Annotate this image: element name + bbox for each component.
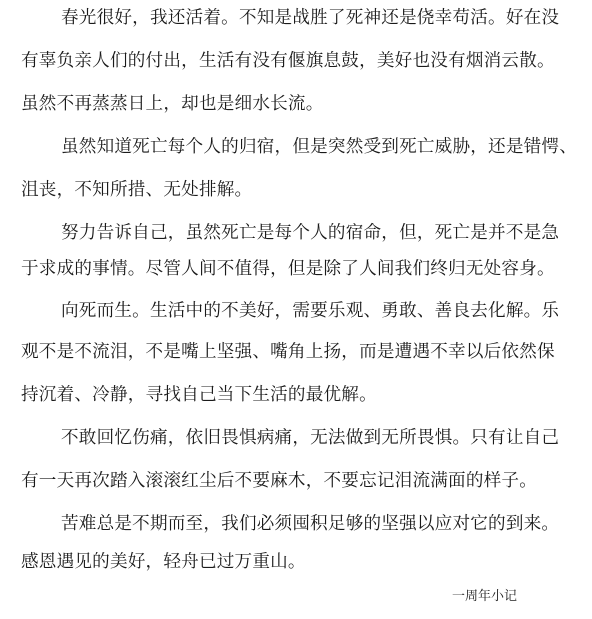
- paragraph-6-line-1: 苦难总是不期而至，我们必须囤积足够的坚强以应对它的到来。: [61, 514, 560, 534]
- paragraph-1-line-2: 有辜负亲人们的付出，生活有没有偃旗息鼓，美好也没有烟消云散。: [21, 51, 555, 71]
- paragraph-3-line-1: 努力告诉自己，虽然死亡是每个人的宿命，但，死亡是并不是急: [61, 223, 560, 243]
- paragraph-4-line-3: 持沉着、冷静，寻找自己当下生活的最优解。: [21, 385, 377, 405]
- paragraph-2-line-2: 沮丧，不知所措、无处排解。: [21, 180, 253, 200]
- signature-note: 一周年小记: [452, 589, 518, 604]
- paragraph-3-line-2: 于求成的事情。尽管人间不值得，但是除了人间我们终归无处容身。: [21, 259, 555, 279]
- paragraph-4-line-1: 向死而生。生活中的不美好，需要乐观、勇敢、善良去化解。乐: [61, 301, 560, 321]
- paragraph-1-line-3: 虽然不再蒸蒸日上，却也是细水长流。: [21, 94, 324, 114]
- paragraph-5-line-2: 有一天再次踏入滚滚红尘后不要麻木，不要忘记泪流满面的样子。: [21, 471, 538, 491]
- paragraph-5-line-1: 不敢回忆伤痛，依旧畏惧病痛，无法做到无所畏惧。只有让自己: [61, 428, 560, 448]
- paragraph-4-line-2: 观不是不流泪，不是嘴上坚强、嘴角上扬，而是遭遇不幸以后依然保: [21, 342, 555, 362]
- paragraph-1-line-1: 春光很好，我还活着。不知是战胜了死神还是侥幸苟活。好在没: [61, 8, 560, 28]
- paragraph-2-line-1: 虽然知道死亡每个人的归宿，但是突然受到死亡威胁，还是错愕、: [61, 137, 578, 157]
- paragraph-6-line-2: 感恩遇见的美好，轻舟已过万重山。: [21, 552, 306, 572]
